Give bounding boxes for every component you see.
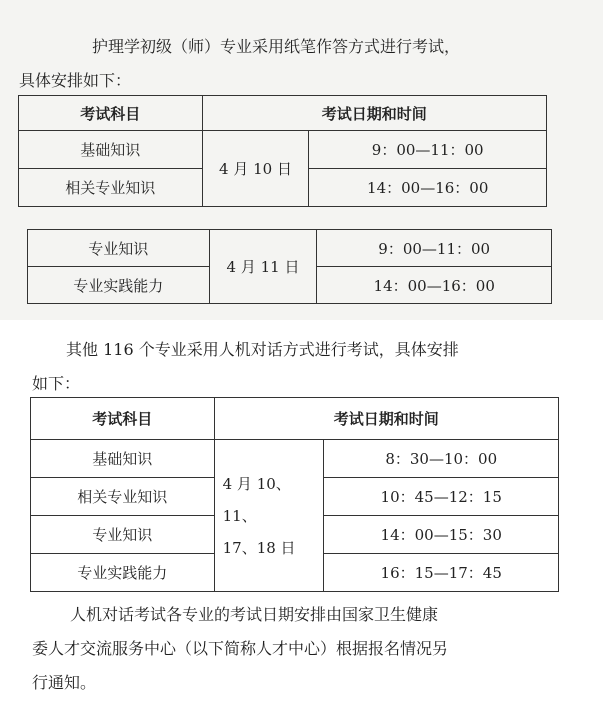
- header-subject: 考试科目: [31, 398, 215, 440]
- header-subject: 考试科目: [19, 96, 203, 131]
- subject-cell: 基础知识: [31, 440, 215, 478]
- date-cell: 4 月 11 日: [209, 230, 317, 304]
- date-cell: 4 月 10 日: [202, 131, 309, 207]
- subject-cell: 专业实践能力: [28, 267, 210, 304]
- time-cell: 14：00—15：30: [324, 516, 559, 554]
- section2-intro-line1: 其他 116 个专业采用人机对话方式进行考试，具体安排: [66, 340, 459, 359]
- date-line2: 17、18 日: [222, 538, 296, 557]
- header-datetime: 考试日期和时间: [202, 96, 546, 131]
- note-line1: 人机对话考试各专业的考试日期安排由国家卫生健康: [70, 605, 439, 624]
- date-cell: [214, 440, 324, 592]
- date-line1: 4 月 10、11、: [222, 474, 291, 525]
- subject-cell: 相关专业知识: [19, 169, 203, 207]
- exam-schedule-table-b: [27, 229, 552, 304]
- time-cell: 10：45—12：15: [324, 478, 559, 516]
- subject-cell: 相关专业知识: [31, 478, 215, 516]
- time-cell: 14：00—16：00: [317, 267, 552, 304]
- subject-cell: 基础知识: [19, 131, 203, 169]
- section2-intro-line2: 如下：: [32, 374, 81, 393]
- time-cell: 14：00—16：00: [309, 169, 547, 207]
- note-line3: 行通知。: [32, 673, 97, 692]
- subject-cell: 专业知识: [28, 230, 210, 267]
- time-cell: 8：30—10：00: [324, 440, 559, 478]
- subject-cell: 专业实践能力: [31, 554, 215, 592]
- subject-cell: 专业知识: [31, 516, 215, 554]
- time-cell: 9：00—11：00: [317, 230, 552, 267]
- time-cell: 16：15—17：45: [324, 554, 559, 592]
- section1-intro-line2: 具体安排如下：: [19, 71, 132, 90]
- time-cell: 9：00—11：00: [309, 131, 547, 169]
- note-line2: 委人才交流服务中心（以下简称人才中心）根据报名情况另: [32, 639, 449, 658]
- header-datetime: 考试日期和时间: [214, 398, 558, 440]
- exam-schedule-table-c: [30, 397, 559, 592]
- section1-intro-line1: 护理学初级（师）专业采用纸笔作答方式进行考试，: [92, 37, 461, 56]
- exam-schedule-table-a: [18, 95, 547, 207]
